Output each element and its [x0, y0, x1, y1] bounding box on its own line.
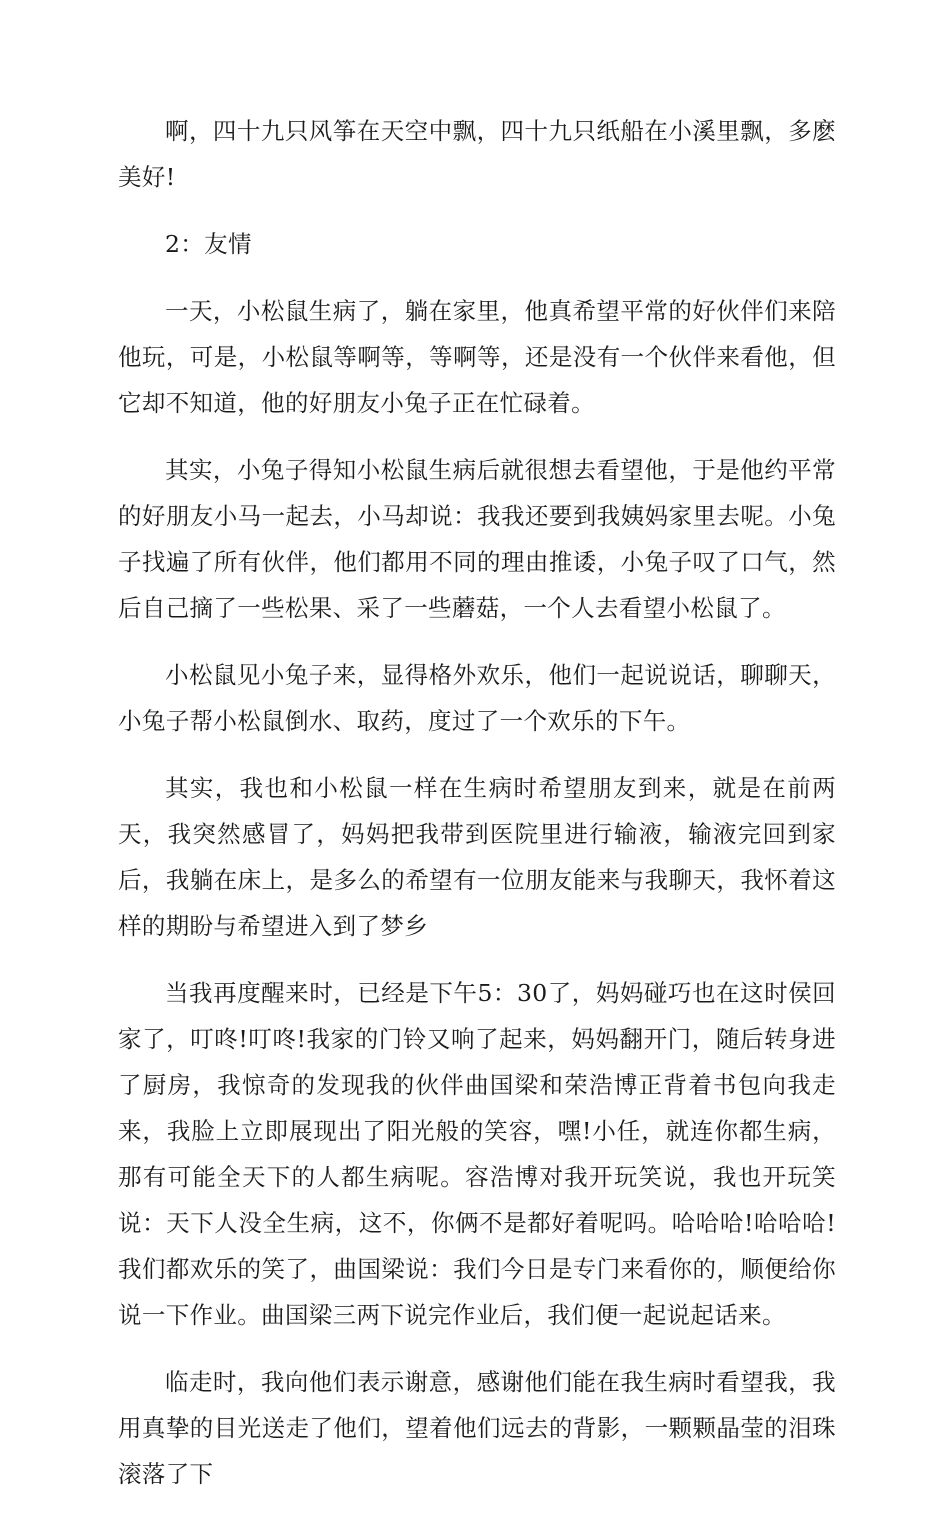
document-body — [118, 108, 836, 1518]
paragraph-farewell: 临走时，我向他们表示谢意，感谢他们能在我生病时看望我，我用真挚的目光送走了他们，望着他们远去的背影，一颗颗晶莹的泪珠滚落了下 — [118, 1368, 836, 1488]
section-heading-friendship: 2：友情 — [165, 230, 252, 258]
paragraph-squirrel-sick: 一天，小松鼠生病了，躺在家里，他真希望平常的好伙伴们来陪他玩，可是，小松鼠等啊等，等啊等，还是没有一个伙伴来看他，但它却不知道，他的好朋友小兔子正在忙碌着。 — [118, 297, 836, 417]
paragraph-happy-afternoon: 小松鼠见小兔子来，显得格外欢乐，他们一起说说话，聊聊天，小兔子帮小松鼠倒水、取药，度过了一个欢乐的下午。 — [118, 661, 836, 735]
paragraph-my-cold: 其实，我也和小松鼠一样在生病时希望朋友到来，就是在前两天，我突然感冒了，妈妈把我带到医院里进行输液，输液完回到家后，我躺在床上，是多么的希望有一位朋友能来与我聊天，我怀着这样的期盼与希望进入到了梦乡 — [118, 774, 836, 940]
paragraph-kites: 啊，四十九只风筝在天空中飘，四十九只纸船在小溪里飘，多麽美好! — [118, 117, 836, 191]
paragraph-friends-arrive: 当我再度醒来时，已经是下午5：30了，妈妈碰巧也在这时侯回家了，叮咚!叮咚!我家的门铃又响了起来，妈妈翻开门，随后转身进了厨房，我惊奇的发现我的伙伴曲国梁和荣浩博正背着书包向我走来，我脸上立即展现出了阳光般的笑容，嘿!小任，就连你都生病，那有可能全天下的人都生病呢。容浩博对我开玩笑说，我也开玩笑说：天下人没全生病，这不，你俩不是都好着呢吗。哈哈哈!哈哈哈!我们都欢乐的笑了，曲国梁说：我们今日是专门来看你的，顺便给你说一下作业。曲国梁三两下说完作业后，我们便一起说起话来。 — [118, 979, 836, 1329]
paragraph-rabbit-visit: 其实，小兔子得知小松鼠生病后就很想去看望他，于是他约平常的好朋友小马一起去，小马却说：我我还要到我姨妈家里去呢。小兔子找遍了所有伙伴，他们都用不同的理由推诿，小兔子叹了口气，然后自己摘了一些松果、采了一些蘑菇，一个人去看望小松鼠了。 — [118, 456, 836, 622]
